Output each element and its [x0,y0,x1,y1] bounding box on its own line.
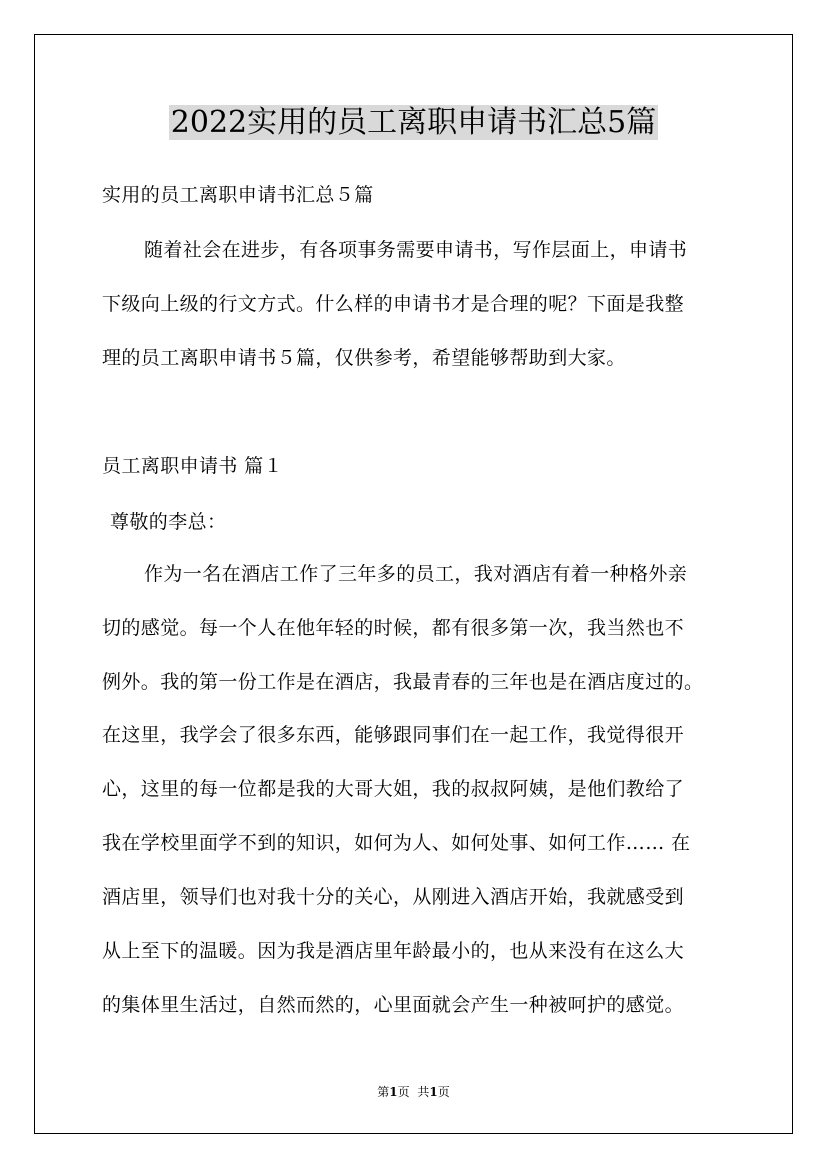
page-footer [0,1084,827,1100]
body-line-7: 酒店里，领导们也对我十分的关心，从刚进入酒店开始，我就感受到 [102,886,685,908]
footer-total-pages: 1 [429,1085,438,1099]
section-heading: 员工离职申请书 篇１ [102,455,284,477]
document-title [0,104,827,142]
body-line-6: 我在学校里面学不到的知识，如何为人、如何处事、如何工作…… 在 [102,832,691,854]
intro-line-2: 下级向上级的行文方式。什么样的申请书才是合理的呢？下面是我整 [102,293,685,315]
body-line-2: 切的感觉。每一个人在他年轻的时候，都有很多第一次，我当然也不 [102,617,685,639]
footer-total-suffix: 页 [437,1085,450,1099]
intro-line-1: 随着社会在进步，有各项事务需要申请书，写作层面上，申请书 [144,239,688,261]
document-title-text: 2022实用的员工离职申请书汇总5篇 [170,105,657,140]
footer-page-prefix: 第 [377,1085,390,1099]
intro-line-3: 理的员工离职申请书５篇，仅供参考，希望能够帮助到大家。 [102,347,626,369]
footer-page-number: 1 [389,1085,398,1099]
body-line-8: 从上至下的温暖。因为我是酒店里年龄最小的，也从来没有在这么大 [102,940,685,962]
footer-total-prefix: 共 [417,1085,430,1099]
document-subtitle: 实用的员工离职申请书汇总５篇 [102,184,374,206]
body-line-3: 例外。我的第一份工作是在酒店，我最青春的三年也是在酒店度过的。 [102,671,704,693]
footer-page-suffix: 页 [397,1085,410,1099]
body-line-4: 在这里，我学会了很多东西，能够跟同事们在一起工作，我觉得很开 [102,724,685,746]
body-line-5: 心，这里的每一位都是我的大哥大姐，我的叔叔阿姨，是他们教给了 [102,778,685,800]
body-line-9: 的集体里生活过，自然而然的，心里面就会产生一种被呵护的感觉。 [102,994,685,1016]
salutation: 尊敬的李总： [110,511,227,533]
body-line-1: 作为一名在酒店工作了三年多的员工，我对酒店有着一种格外亲 [144,563,688,585]
